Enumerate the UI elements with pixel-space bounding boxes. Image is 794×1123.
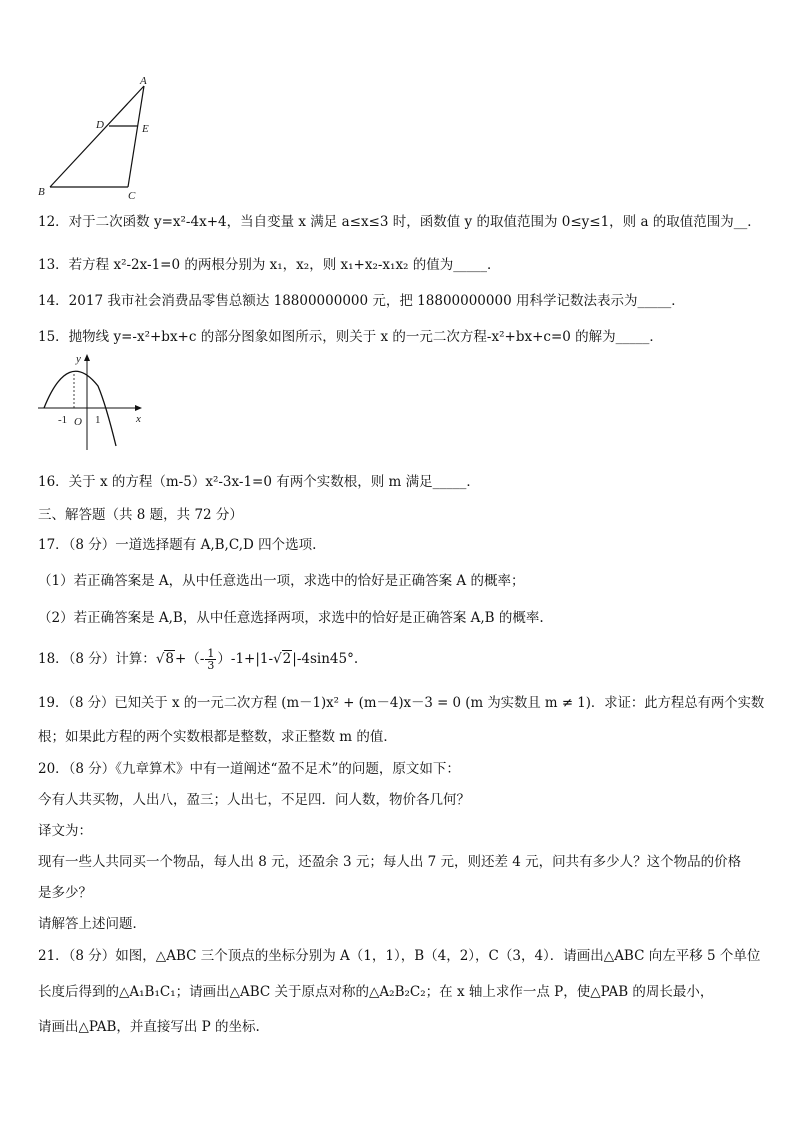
question-13: 13．若方程 x²-2x-1=0 的两根分别为 x₁，x₂，则 x₁+x₂-x₁x₂ 的值为_____． xyxy=(38,257,501,273)
x-axis-label: x xyxy=(136,413,141,425)
question-18: 18．（8 分）计算：√8+（- $\frac{1}{3}$ ）-1+|1-√2|-4sin45°. xyxy=(38,647,359,672)
section-heading: 三、解答题（共 8 题，共 72 分） xyxy=(38,507,243,523)
label-a: A xyxy=(140,75,147,87)
question-20-line-4: 现有一些人共同买一个物品，每人出 8 元，还盈余 3 元；每人出 7 元，则还差 4 元，问共有多少人？这个物品的价格 xyxy=(38,854,742,870)
question-17-part-1: （1）若正确答案是 A，从中任意选出一项，求选中的恰好是正确答案 A 的概率； xyxy=(38,573,525,589)
origin-label: O xyxy=(74,416,82,428)
label-d: D xyxy=(96,119,104,131)
question-14: 14．2017 我市社会消费品零售总额达 18800000000 元，把 18800000000 用科学记数法表示为_____． xyxy=(38,293,685,309)
question-20-line-2: 今有人共买物，人出八，盈三；人出七，不足四．问人数，物价各几何？ xyxy=(38,792,470,808)
parabola-figure xyxy=(36,350,156,455)
y-axis-arrow xyxy=(84,354,90,361)
question-17-part-2: （2）若正确答案是 A,B，从中任意选择两项，求选中的恰好是正确答案 A,B 的概率. xyxy=(38,610,544,626)
question-19-line-1: 19．（8 分）已知关于 x 的一元二次方程 (m－1)x² + (m－4)x－3 = 0 (m 为实数且 m ≠ 1)．求证：此方程总有两个实数 xyxy=(38,695,765,711)
q18-sqrt8: 8 xyxy=(165,651,175,667)
question-20-line-5: 是多少？ xyxy=(38,885,92,901)
question-21-line-1: 21．（8 分）如图，△ABC 三个顶点的坐标分别为 A（1，1），B（4，2），C（3，4）．请画出△ABC 向左平移 5 个单位 xyxy=(38,948,761,964)
question-21-line-2: 长度后得到的△A₁B₁C₁；请画出△ABC 关于原点对称的△A₂B₂C₂；在 x 轴上求作一点 P，使△PAB 的周长最小， xyxy=(38,984,714,1000)
question-20-line-1: 20．（8 分）《九章算术》中有一道阐述“盈不足术”的问题，原文如下： xyxy=(38,761,460,777)
q18-text-a: 18．（8 分）计算： xyxy=(38,651,156,667)
question-15: 15．抛物线 y=-x²+bx+c 的部分图象如图所示，则关于 x 的一元二次方程-x²+bx+c=0 的解为_____． xyxy=(38,329,663,345)
q18-frac-den: 3 xyxy=(207,659,215,672)
parabola-curve xyxy=(44,371,116,446)
question-19-line-2: 根；如果此方程的两个实数根都是整数，求正整数 m 的值． xyxy=(38,729,397,745)
question-12: 12．对于二次函数 y=x²-4x+4，当自变量 x 满足 a≤x≤3 时，函数值 y 的取值范围为 0≤y≤1，则 a 的取值范围为__． xyxy=(38,214,761,230)
q18-text-b: +（- xyxy=(175,651,205,667)
question-16: 16．关于 x 的方程（m-5）x²-3x-1=0 有两个实数根，则 m 满足_____． xyxy=(38,474,480,490)
q18-frac-num: 1 xyxy=(207,647,215,660)
tick-1: 1 xyxy=(95,414,101,426)
q18-text-c: ）-1+|1- xyxy=(217,651,274,667)
q18-fraction xyxy=(205,648,216,671)
question-17: 17．（8 分）一道选择题有 A,B,C,D 四个选项. xyxy=(38,537,317,553)
question-20-line-3: 译文为： xyxy=(38,823,92,839)
q18-text-d: |-4sin45°. xyxy=(292,651,359,667)
label-b: B xyxy=(38,186,45,198)
triangle-figure xyxy=(30,72,170,204)
q18-sqrt2: 2 xyxy=(282,651,292,667)
label-e: E xyxy=(142,123,149,135)
label-c: C xyxy=(128,190,136,202)
y-axis-label: y xyxy=(76,353,81,365)
x-axis-arrow xyxy=(135,405,142,411)
question-21-line-3: 请画出△PAB，并直接写出 P 的坐标. xyxy=(38,1019,260,1035)
tick-neg1: -1 xyxy=(58,414,68,426)
question-20-line-6: 请解答上述问题． xyxy=(38,916,146,932)
